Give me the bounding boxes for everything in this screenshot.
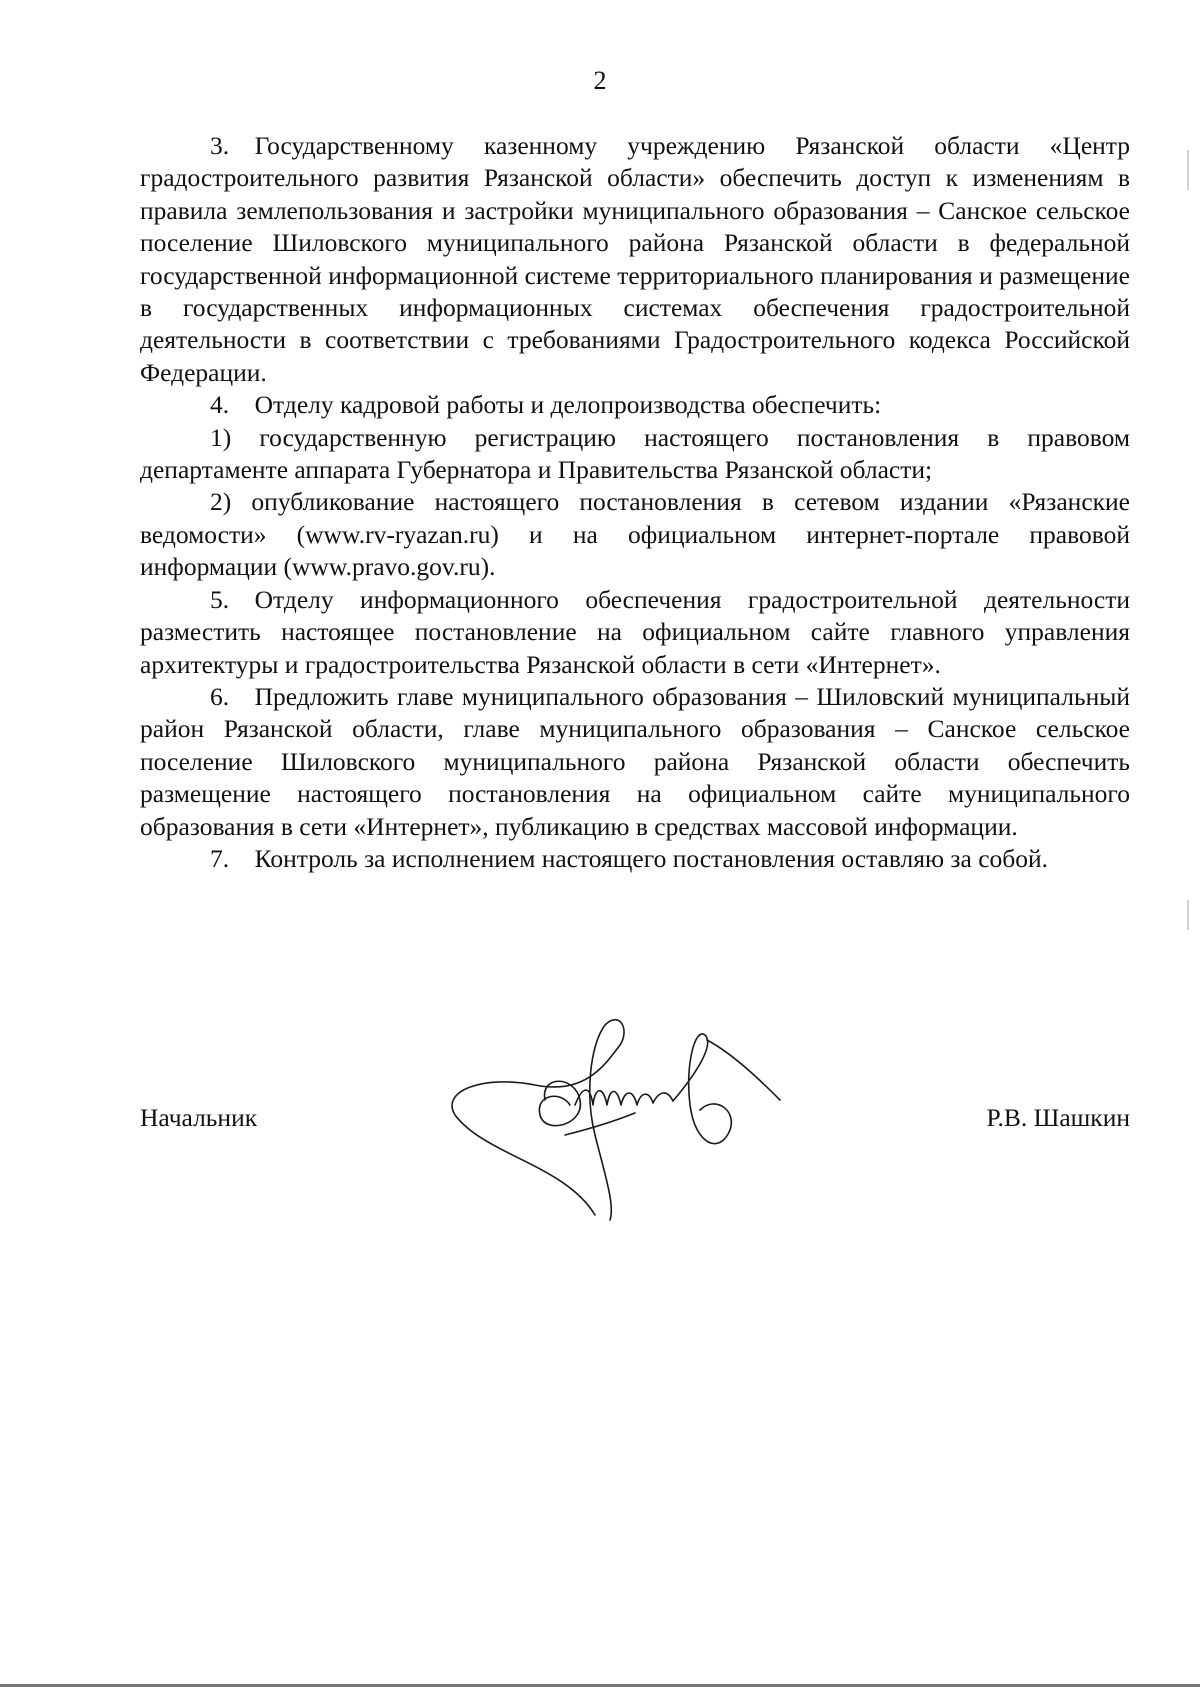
paragraph-3: 3. Государственному казенному учреждению Рязанской области «Центр градостроительного развития Рязанской области» обеспечить доступ к изменениям в правила землепользования и застройки муниципального образования – Санское сельское поселение Шиловского муниципального района Рязанской области в федеральной государственной информационной системе территориального планирования и размещение в государственных информационных системах обеспечения градостроительной деятельности в соответствии с требованиями Градостроительного кодекса Российской Федерации.	[140, 131, 1130, 387]
paragraph-4: 4. Отделу кадровой работы и делопроизводства обеспечить:	[210, 390, 882, 420]
handwritten-signature	[445, 1005, 785, 1225]
paragraph-4-item-2: 2) опубликование настоящего постановления в сетевом издании «Рязанские ведомости» (www.rv-ryazan.ru) и на официальном интернет-портале правовой информации (www.pravo.gov.ru).	[140, 487, 1130, 582]
signatory-position: Начальник	[140, 1103, 258, 1132]
paragraph-6: 6. Предложить главе муниципального образования – Шиловский муниципальный район Рязанской области, главе муниципального образования – Санское сельское поселение Шиловского муниципального района Рязанской области обеспечить размещение настоящего постановления на официальном сайте муниципального образования в сети «Интернет», публикацию в средствах массовой информации.	[140, 681, 1130, 841]
signatory-name: Р.В. Шашкин	[986, 1103, 1130, 1132]
scan-bottom-edge	[0, 1684, 1200, 1687]
paragraph-7: 7. Контроль за исполнением настоящего постановления оставляю за собой.	[210, 843, 1049, 873]
paragraph-4-item-1: 1) государственную регистрацию настоящего постановления в правовом департаменте аппарата Губернатора и Правительства Рязанской области;	[140, 422, 1130, 485]
scan-margin-mark	[1187, 150, 1189, 190]
scan-margin-mark	[1187, 900, 1189, 930]
document-body	[140, 130, 1130, 875]
paragraph-5: 5. Отделу информационного обеспечения градостроительной деятельности разместить настоящее постановление на официальном сайте главного управления архитектуры и градостроительства Рязанской области в сети «Интернет».	[140, 584, 1130, 679]
page-number: 2	[593, 66, 607, 95]
